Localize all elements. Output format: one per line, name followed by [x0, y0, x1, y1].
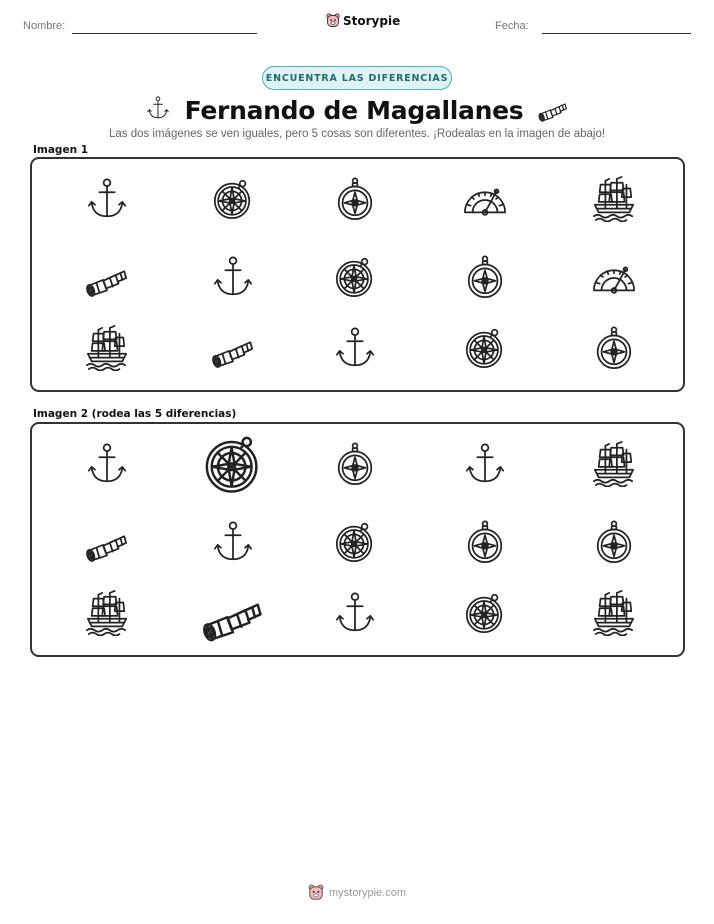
picture-cell[interactable] — [591, 590, 637, 636]
picture-cell[interactable] — [84, 519, 130, 565]
anchor-icon — [210, 254, 256, 300]
spyglass-icon — [210, 325, 256, 371]
compass-icon — [462, 519, 508, 565]
date-line[interactable] — [542, 33, 691, 34]
instructions: Las dos imágenes se ven iguales, pero 5 cosas son diferentes. ¡Rodealas en la imagen de abajo! — [108, 128, 606, 140]
picture-cell[interactable] — [462, 590, 508, 636]
image1-label: Imagen 1 — [33, 144, 89, 156]
picture-cell — [462, 254, 508, 300]
picture-cell — [332, 325, 378, 371]
footer-url[interactable]: mystorypie.com — [328, 886, 407, 899]
spyglass-icon — [84, 519, 130, 565]
spyglass-icon — [84, 254, 130, 300]
anchor-icon — [332, 325, 378, 371]
storypie-logo — [326, 13, 400, 28]
compass-ornate-icon — [332, 519, 378, 565]
picture-cell — [210, 325, 256, 371]
compass-ornate-icon — [462, 325, 508, 371]
compass-ornate-icon — [210, 176, 256, 222]
ship-icon — [84, 325, 130, 371]
picture-cell — [462, 325, 508, 371]
image2-label: Imagen 2 (rodea las 5 diferencias) — [33, 408, 237, 420]
anchor-icon — [84, 176, 130, 222]
picture-cell — [210, 176, 256, 222]
picture-cell[interactable] — [84, 441, 130, 487]
image1-panel — [30, 157, 685, 392]
protractor-icon — [591, 254, 637, 300]
picture-cell — [210, 254, 256, 300]
picture-cell[interactable] — [200, 580, 266, 646]
anchor-icon — [145, 95, 171, 125]
picture-cell[interactable] — [200, 431, 266, 497]
picture-cell[interactable] — [462, 519, 508, 565]
ship-icon — [591, 176, 637, 222]
date-label: Fecha: — [495, 20, 529, 32]
compass-ornate-icon — [200, 431, 266, 497]
picture-cell — [591, 325, 637, 371]
picture-cell[interactable] — [332, 441, 378, 487]
name-line[interactable] — [72, 33, 257, 34]
anchor-icon — [462, 441, 508, 487]
activity-badge: ENCUENTRA LAS DIFERENCIAS — [262, 66, 452, 90]
picture-cell — [84, 254, 130, 300]
image2-panel[interactable] — [30, 422, 685, 657]
anchor-icon — [210, 519, 256, 565]
compass-ornate-icon — [462, 590, 508, 636]
picture-cell[interactable] — [462, 441, 508, 487]
spyglass-icon — [537, 92, 569, 124]
picture-cell — [591, 176, 637, 222]
picture-cell[interactable] — [84, 590, 130, 636]
anchor-icon — [84, 441, 130, 487]
bear-logo-icon — [326, 13, 340, 28]
spyglass-icon — [537, 92, 569, 128]
ship-icon — [84, 590, 130, 636]
ship-icon — [591, 441, 637, 487]
compass-icon — [591, 519, 637, 565]
compass-icon — [332, 441, 378, 487]
compass-ornate-icon — [332, 254, 378, 300]
picture-cell[interactable] — [332, 590, 378, 636]
compass-icon — [462, 254, 508, 300]
anchor-icon — [145, 95, 171, 121]
picture-cell — [591, 254, 637, 300]
brand-name: Storypie — [343, 13, 401, 28]
compass-icon — [591, 325, 637, 371]
picture-cell — [84, 325, 130, 371]
protractor-icon — [462, 176, 508, 222]
anchor-icon — [332, 590, 378, 636]
picture-cell[interactable] — [591, 441, 637, 487]
footer — [0, 884, 714, 901]
picture-cell — [84, 176, 130, 222]
title-row — [0, 92, 714, 128]
name-label: Nombre: — [23, 20, 66, 32]
picture-cell[interactable] — [210, 519, 256, 565]
picture-cell — [462, 176, 508, 222]
bear-logo-icon — [308, 884, 324, 901]
ship-icon — [591, 590, 637, 636]
picture-cell — [332, 176, 378, 222]
compass-icon — [332, 176, 378, 222]
picture-cell — [332, 254, 378, 300]
picture-cell[interactable] — [591, 519, 637, 565]
page-title: Fernando de Magallanes — [184, 95, 524, 125]
spyglass-icon — [200, 580, 266, 646]
picture-cell[interactable] — [332, 519, 378, 565]
